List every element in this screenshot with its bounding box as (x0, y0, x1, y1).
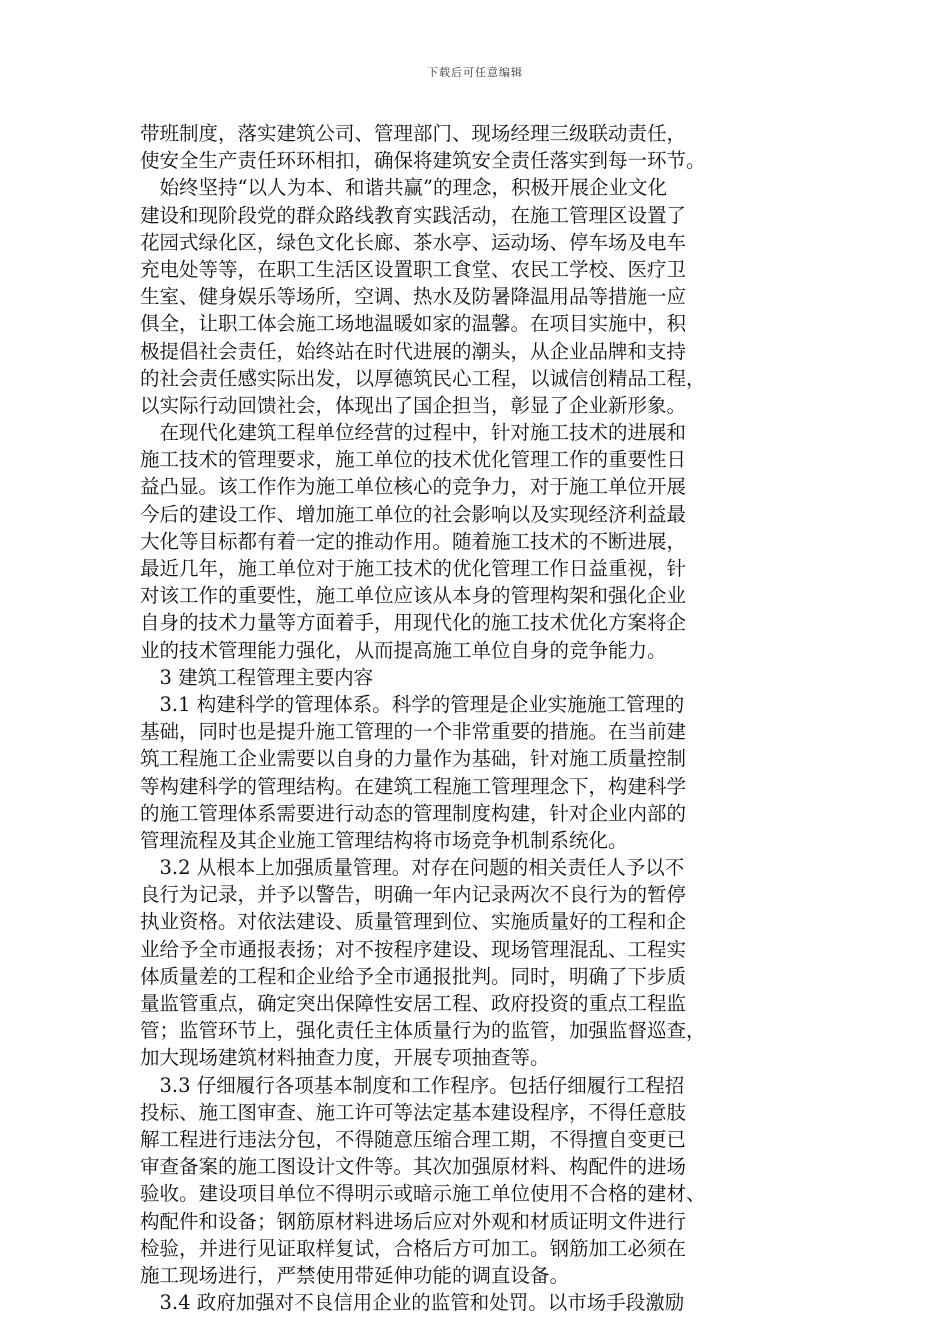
text-line: 业给予全市通报表扬；对不按程序建设、现场管理混乱、工程实 (140, 937, 687, 961)
text-line: 益凸显。该工作作为施工单位核心的竞争力，对于施工单位开展 (140, 475, 687, 499)
text-line: 使安全生产责任环环相扣，确保将建筑安全责任落实到每一环节。 (140, 149, 706, 173)
text-line: 筑工程施工企业需要以自身的力量作为基础，针对施工质量控制 (140, 747, 687, 771)
text-line: 良行为记录，并予以警告，明确一年内记录两次不良行为的暂停 (140, 883, 687, 907)
text-line: 等构建科学的管理结构。在建筑工程施工管理理念下，构建科学 (140, 774, 687, 798)
text-line: 施工现场进行，严禁使用带延伸功能的调直设备。 (140, 1263, 570, 1287)
text-line: 对该工作的重要性，施工单位应该从本身的管理构架和强化企业 (140, 584, 687, 608)
text-line: 加大现场建筑材料抽查力度，开展专项抽查等。 (140, 1046, 550, 1070)
text-line: 基础，同时也是提升施工管理的一个非常重要的措施。在当前建 (140, 720, 687, 744)
text-line: 充电处等等，在职工生活区设置职工食堂、农民工学校、医疗卫 (140, 257, 687, 281)
text-line: 花园式绿化区，绿色文化长廊、茶水亭、运动场、停车场及电车 (140, 230, 687, 254)
text-line: 极提倡社会责任，始终站在时代进展的潮头，从企业品牌和支持 (140, 339, 687, 363)
text-line: 最近几年，施工单位对于施工技术的优化管理工作日益重视，针 (140, 557, 687, 580)
text-line: 业的技术管理能力强化，从而提高施工单位自身的竞争能力。 (140, 638, 667, 662)
text-line: 在现代化建筑工程单位经营的过程中，针对施工技术的进展和 (140, 421, 687, 445)
text-line: 俱全，让职工体会施工场地温暖如家的温馨。在项目实施中，积 (140, 312, 687, 336)
text-line: 检验，并进行见证取样复试，合格后方可加工。钢筋加工必须在 (140, 1236, 687, 1260)
text-line: 的施工管理体系需要进行动态的管理制度构建，针对企业内部的 (140, 801, 687, 825)
text-line: 3.1 构建科学的管理体系。科学的管理是企业实施施工管理的 (140, 692, 685, 716)
text-line: 以实际行动回馈社会，体现出了国企担当，彰显了企业新形象。 (140, 393, 687, 417)
text-line: 自身的技术力量等方面着手，用现代化的施工技术优化方案将企 (140, 611, 687, 635)
text-line: 3.4 政府加强对不良信用企业的监管和处罚。以市场手段激励 (140, 1291, 685, 1315)
text-line: 构配件和设备；钢筋原材料进场后应对外观和材质证明文件进行 (140, 1209, 687, 1233)
document-body (140, 120, 796, 1316)
text-line: 管；监管环节上，强化责任主体质量行为的监管，加强监督巡查， (140, 1019, 706, 1043)
text-line: 管理流程及其企业施工管理结构将市场竞争机制系统化。 (140, 828, 628, 852)
text-line: 3.2 从根本上加强质量管理。对存在问题的相关责任人予以不 (140, 856, 685, 880)
text-line: 生室、健身娱乐等场所，空调、热水及防暑降温用品等措施一应 (140, 285, 687, 309)
text-line: 始终坚持“以人为本、和谐共赢”的理念，积极开展企业文化 (140, 176, 667, 200)
text-line: 大化等目标都有着一定的推动作用。随着施工技术的不断进展， (140, 529, 687, 553)
text-line: 解工程进行违法分包，不得随意压缩合理工期，不得擅自变更已 (140, 1127, 687, 1151)
text-line: 投标、施工图审查、施工许可等法定基本建设程序，不得任意肢 (140, 1100, 687, 1124)
page-header: 下载后可任意编辑 (427, 66, 523, 79)
text-line: 执业资格。对依法建设、质量管理到位、实施质量好的工程和企 (140, 910, 687, 934)
text-line: 3.3 仔细履行各项基本制度和工作程序。包括仔细履行工程招 (140, 1073, 685, 1097)
text-line: 的社会责任感实际出发，以厚德筑民心工程，以诚信创精品工程， (140, 366, 706, 390)
text-line: 施工技术的管理要求，施工单位的技术优化管理工作的重要性日 (140, 448, 687, 472)
text-line: 带班制度，落实建筑公司、管理部门、现场经理三级联动责任， (140, 122, 687, 145)
text-line: 量监管重点，确定突出保障性安居工程、政府投资的重点工程监 (140, 992, 687, 1015)
text-line: 建设和现阶段党的群众路线教育实践活动，在施工管理区设置了 (140, 203, 687, 227)
text-line: 审查备案的施工图设计文件等。其次加强原材料、构配件的进场 (140, 1155, 687, 1179)
text-line: 验收。建设项目单位不得明示或暗示施工单位使用不合格的建材、 (140, 1182, 706, 1206)
text-line: 3 建筑工程管理主要内容 (140, 665, 374, 689)
text-line: 体质量差的工程和企业给予全市通报批判。同时，明确了下步质 (140, 964, 687, 988)
text-line: 今后的建设工作、增加施工单位的社会影响以及实现经济利益最 (140, 502, 687, 526)
